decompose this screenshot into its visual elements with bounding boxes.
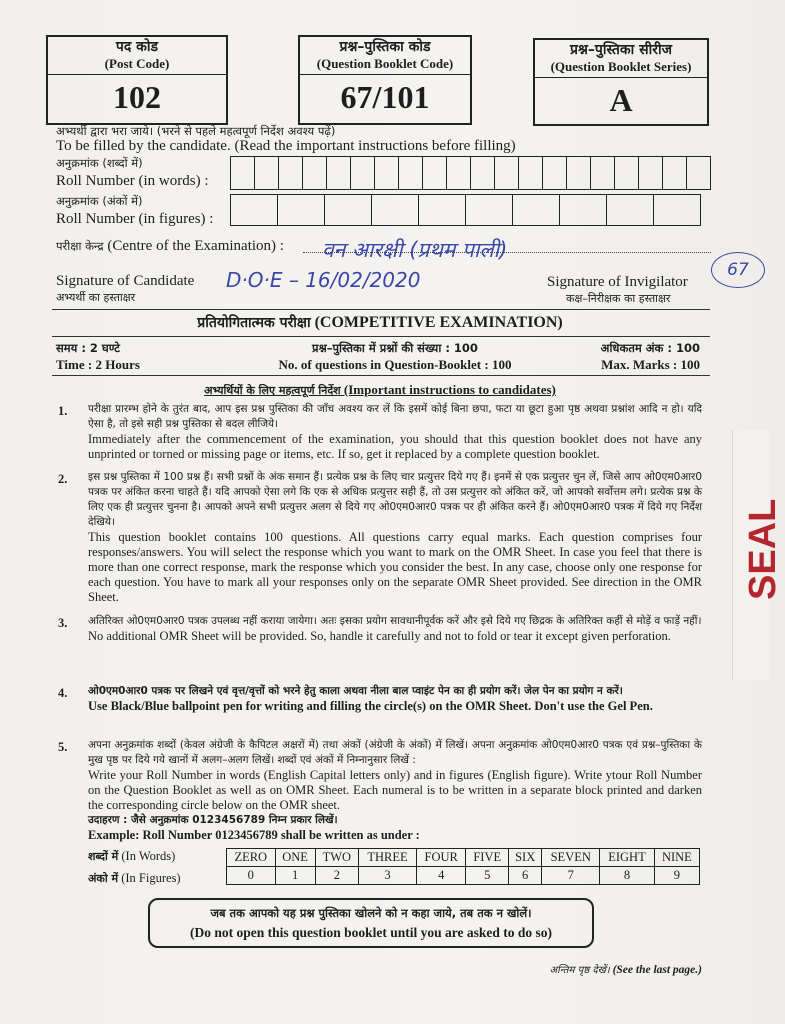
post-code-label-hi: पद कोड — [115, 39, 159, 55]
do-not-open-notice — [148, 898, 594, 948]
notice-en: (Do not open this question booklet until you are asked to do so) — [189, 925, 553, 940]
roll-words-label-en: Roll Number (in words) : — [56, 173, 209, 189]
booklet-series-box — [533, 38, 709, 126]
example-word-cell: ZERO — [227, 849, 276, 867]
post-code-value: 102 — [113, 79, 161, 115]
booklet-series-value: A — [609, 82, 633, 118]
instruction-1-number: 1. — [58, 404, 68, 418]
exam-date-handwritten: D·O·E – 16/02/2020 — [226, 268, 421, 292]
example-figure-cell: 4 — [417, 867, 466, 885]
roll-words-grid[interactable] — [230, 156, 711, 190]
roll-words-label-hi: अनुक्रमांक (शब्दों में) — [56, 156, 143, 170]
instructions-heading — [120, 382, 640, 398]
invigilator-signature-label-hi: कक्ष–निरीक्षक का हस्ताक्षर — [566, 292, 671, 305]
example-figure-cell: 2 — [315, 867, 358, 885]
instruction-1 — [88, 402, 702, 462]
instruction-2-en: This question booklet contains 100 questions. All questions carry equal marks. Each question comprises four responses/answers. You will select the response which you want to mark on the OMR Sheet. In case you feel that there is more than one correct response, mark the response which you consider the best. In any case, choose only one response for each question. You have to mark all your responses only on the separate OMR Sheet provided. See direction in the OMR Sheet. — [88, 530, 702, 604]
example-figure-cell: 9 — [654, 867, 699, 885]
example-en: Example: Roll Number 0123456789 shall be written as under : — [88, 828, 420, 842]
roll-figures-label-hi: अनुक्रमांक (अंकों में) — [56, 194, 143, 208]
booklet-code-box — [298, 35, 472, 125]
words-row-label — [88, 849, 175, 864]
instruction-1-hi: परीक्षा प्रारम्भ होने के तुरंत बाद, आप इस प्रश्न पुस्तिका की जाँच अवश्य कर लें कि इसमें कोई बिना छपा, फटा या छूटा हुआ पृष्ठ अथवा प्रश्नांश आदि न हो। यदि ऐसा है, तो इसे सही प्रश्न पुस्तिका से बदल लीजिये। — [88, 403, 702, 430]
roll-number-example-table — [226, 848, 700, 885]
instruction-2-hi: इस प्रश्न पुस्तिका में 100 प्रश्न हैं। सभी प्रश्नों के अंक समान हैं। प्रत्येक प्रश्न के लिए चार प्रत्युत्तर दिये गए हैं। इनमें से एक प्रत्युत्तर चुन लें, जिसे आप ओ0एम0आर0 पत्रक पर अंकित करना चाहते हैं। यदि आपको ऐसा लगे कि एक से अधिक प्रत्युत्तर सही हैं, तो उस प्रत्युत्तर को अंकित करें, जो आपको सर्वोत्तम लगे। प्रत्येक प्रश्न के लिए एक ही प्रत्युत्तर चुनना है। आपको अपने सभी प्रत्युत्तर अलग से दिये गए ओ0एम0आर0 पत्रक पर ही अंकित करने हैं। ओ0एम0आर0 पत्रक में दिये गए निर्देश देखिये। — [88, 471, 702, 528]
words-row-label-hi: शब्दों में — [88, 850, 119, 863]
question-count-hi: प्रश्न–पुस्तिका में प्रश्नों की संख्या : 100 — [312, 341, 478, 355]
invigilator-signature-label-en: Signature of Invigilator — [547, 274, 688, 290]
example-word-cell: SEVEN — [542, 849, 600, 867]
figures-row-label-hi: अंको में — [88, 872, 119, 885]
example-words-row — [227, 849, 700, 867]
max-marks-en: Max. Marks : 100 — [601, 357, 700, 372]
instruction-4-number: 4. — [58, 686, 68, 700]
centre-label-hi: परीक्षा केन्द्र — [56, 239, 104, 253]
see-last-page — [470, 962, 702, 976]
instruction-3 — [88, 614, 702, 644]
example-figure-cell: 5 — [466, 867, 509, 885]
notice-hi: जब तक आपको यह प्रश्न पुस्तिका खोलने को न कहा जाये, तब तक न खोलें। — [210, 906, 532, 920]
booklet-code-label-en: (Question Booklet Code) — [316, 56, 454, 71]
circle-number-badge — [711, 252, 765, 288]
divider-title — [52, 336, 710, 337]
example-word-cell: EIGHT — [600, 849, 655, 867]
see-last-page-en: (See the last page.) — [612, 964, 702, 976]
instruction-1-en: Immediately after the commencement of the examination, you should that this question booklet does not have any unprinted or torned or missing page or items, etc. If so, get it replaced by a complete question booklet. — [88, 432, 702, 461]
words-row-label-en: (In Words) — [121, 849, 176, 863]
example-figure-cell: 7 — [542, 867, 600, 885]
instruction-2-number: 2. — [58, 472, 68, 486]
example-word-cell: NINE — [654, 849, 699, 867]
booklet-series-label-hi: प्रश्न–पुस्तिका सीरीज — [570, 42, 672, 58]
time-en: Time : 2 Hours — [56, 357, 140, 372]
figures-row-label-en: (In Figures) — [121, 871, 181, 885]
booklet-code-label-hi: प्रश्न–पुस्तिका कोड — [339, 39, 431, 55]
example-figure-cell: 8 — [600, 867, 655, 885]
instruction-3-hi: अतिरिक्त ओ0एम0आर0 पत्रक उपलब्ध नहीं कराया जायेगा। अतः इसका प्रयोग सावधानीपूर्वक करें और इसे दिये गए छिद्रक के अतिरिक्त कहीं से मोड़ें व फाड़ें नहीं। — [88, 615, 702, 627]
instruction-3-number: 3. — [58, 616, 68, 630]
instruction-4-en: Use Black/Blue ballpoint pen for writing and filling the circle(s) on the OMR Sheet. Don't use the Gel Pen. — [88, 699, 653, 713]
seal-text: SEAL — [742, 498, 784, 600]
booklet-series-label-en: (Question Booklet Series) — [550, 59, 692, 74]
instruction-4-hi: ओ0एम0आर0 पत्रक पर लिखने एवं वृत्त/वृत्तों को भरने हेतु काला अथवा नीला बाल प्वाइंट पेन का ही प्रयोग करें। जेल पेन का प्रयोग न करें। — [88, 685, 623, 697]
example-figure-cell: 1 — [275, 867, 315, 885]
example-word-cell: SIX — [509, 849, 542, 867]
example-word-cell: ONE — [275, 849, 315, 867]
instructions-heading-hi: अभ्यर्थियों के लिए महत्वपूर्ण निर्देश — [204, 384, 341, 397]
centre-handwritten: वन आरक्षी (प्रथम पाली) — [322, 238, 508, 262]
instruction-5-number: 5. — [58, 740, 68, 754]
exam-title — [160, 313, 600, 332]
post-code-label-en: (Post Code) — [104, 56, 170, 71]
instruction-5-hi: अपना अनुक्रमांक शब्दों (केवल अंग्रेजी के कैपिटल अक्षरों में) तथा अंकों (अंग्रेजी के अंकों) में लिखें। अपना अनुक्रमांक ओ0एम0आर0 पत्रक एवं प्रश्न–पुस्तिका के मुख पृष्ठ पर दिये गये खानों में अलग–अलग लिखें। शब्दों एवं अंकों में निम्नानुसार लिखें : — [88, 739, 702, 766]
example-word-cell: FIVE — [466, 849, 509, 867]
instruction-5 — [88, 738, 702, 843]
exam-title-en: (COMPETITIVE EXAMINATION) — [314, 314, 563, 331]
roll-figures-label-en: Roll Number (in figures) : — [56, 211, 214, 227]
fill-instruction-en: To be filled by the candidate. (Read the important instructions before filling) — [56, 138, 516, 154]
example-word-cell: TWO — [315, 849, 358, 867]
instructions-heading-en: (Important instructions to candidates) — [343, 382, 556, 397]
example-hi: उदाहरण : जैसे अनुक्रमांक 0123456789 निम्न प्रकार लिखें। — [88, 814, 338, 826]
post-code-box — [46, 35, 228, 125]
example-figure-cell: 3 — [359, 867, 417, 885]
instruction-5-en: Write your Roll Number in words (English Capital letters only) and in figures (English figure). Write ytour Roll Number on the Question Booklet as well as on OMR Sheet. Each numeral is to be written in a separate block printed and darken the corresponding circle below on the OMR sheet. — [88, 768, 702, 812]
question-count-en: No. of questions in Question-Booklet : 100 — [278, 357, 512, 372]
booklet-code-value: 67/101 — [340, 79, 430, 115]
exam-title-hi: प्रतियोगितात्मक परीक्षा — [197, 315, 311, 331]
see-last-page-hi: अन्तिम पृष्ठ देखें। — [549, 965, 610, 976]
max-marks-hi: अधिकतम अंक : 100 — [600, 341, 700, 355]
fill-instruction-hi: अभ्यर्थी द्वारा भरा जाये। (भरने से पहले महत्वपूर्ण निर्देश अवश्य पढ़ें) — [56, 124, 336, 138]
instruction-4 — [88, 684, 702, 714]
centre-label-en: (Centre of the Examination) : — [107, 238, 284, 254]
instruction-2 — [88, 470, 702, 605]
centre-label — [56, 238, 284, 255]
divider-top — [52, 309, 710, 310]
candidate-signature-label-hi: अभ्यर्थी का हस्ताक्षर — [56, 291, 136, 304]
figures-row-label — [88, 871, 181, 886]
candidate-signature-label-en: Signature of Candidate — [56, 273, 195, 289]
instruction-3-en: No additional OMR Sheet will be provided. So, handle it carefully and not to fold or tear it except given perforation. — [88, 629, 671, 643]
example-word-cell: THREE — [359, 849, 417, 867]
example-word-cell: FOUR — [417, 849, 466, 867]
time-hi: समय : 2 घण्टे — [56, 341, 120, 355]
divider-info — [52, 375, 710, 376]
roll-figures-grid[interactable] — [230, 194, 701, 226]
example-figures-row — [227, 867, 700, 885]
example-figure-cell: 6 — [509, 867, 542, 885]
example-figure-cell: 0 — [227, 867, 276, 885]
circle-number: 67 — [727, 260, 749, 280]
